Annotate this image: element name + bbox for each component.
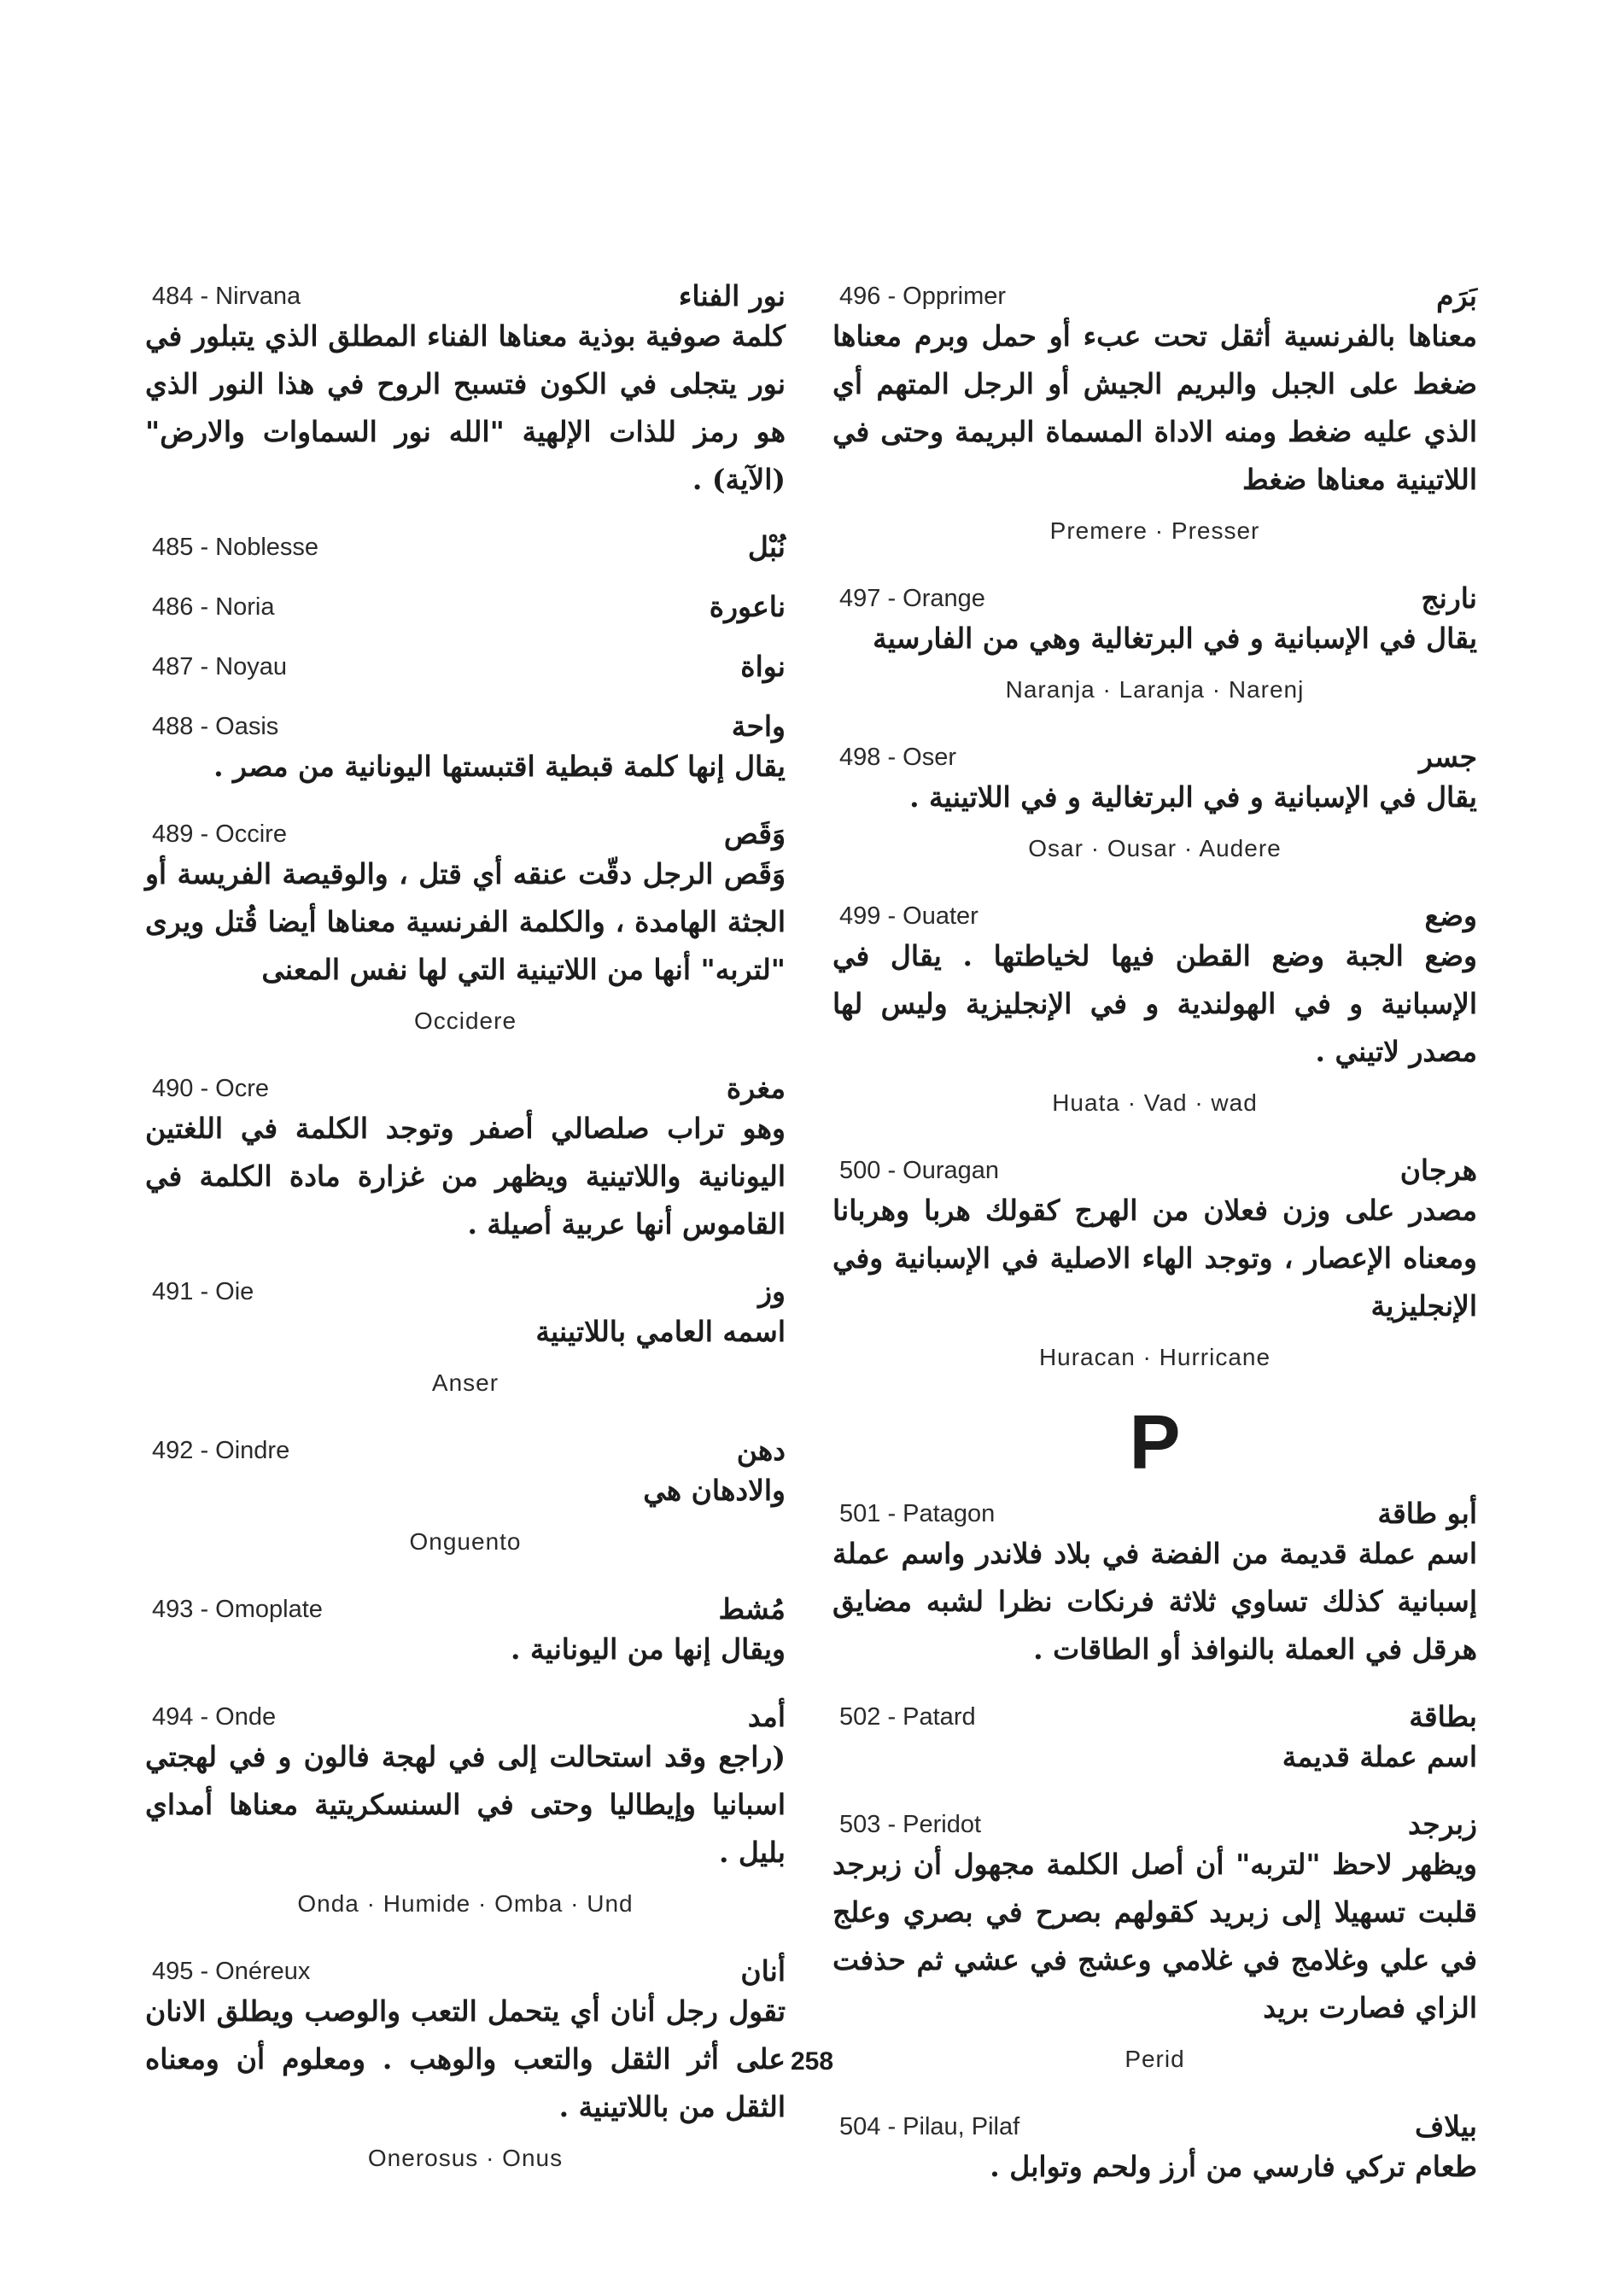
entry-latin-terms: Onerosus · Onus — [367, 2145, 564, 2171]
dictionary-entry — [145, 272, 786, 504]
entry-arabic-headword: زبرجد — [1407, 1807, 1477, 1841]
entry-term: 484 - Nirvana — [152, 283, 301, 310]
entry-term: 486 - Noria — [152, 593, 275, 621]
entry-body: وهو تراب صلصالي أصفر وتوجد الكلمة في اللغتين اليونانية واللاتينية ويظهر من غزارة مادة الكلمة في القاموس أنها عربية أصيلة . — [145, 1112, 786, 1241]
entry-latin-terms: Huata · Vad · wad — [1052, 1089, 1258, 1116]
entry-body: اسمه العامي باللاتينية — [535, 1315, 786, 1348]
dictionary-entry — [145, 1267, 786, 1407]
dictionary-entry — [832, 733, 1477, 873]
entry-term: 489 - Occire — [152, 820, 287, 848]
entry-arabic-headword: أمد — [747, 1700, 786, 1733]
entry-body: يقال في الإسبانية و في البرتغالية وهي من الفارسية — [873, 622, 1477, 655]
entry-term: 495 - Onéreux — [152, 1958, 311, 1985]
entry-arabic-headword: أبو طاقة — [1377, 1497, 1477, 1530]
entry-term: 494 - Onde — [152, 1703, 277, 1731]
dictionary-entry — [145, 1585, 786, 1673]
entry-body: ويظهر لاحظ "لتربه" أن أصل الكلمة مجهول أن زبرجد قلبت تسهيلا إلى زبريد كقولهم بصرح في بصري وعلج في علي وغلامج في غلامي وعشج في عشي ثم حذفت الزاي فصارت بريد — [832, 1848, 1477, 2024]
entry-term: 504 - Pilau, Pilaf — [839, 2113, 1020, 2140]
entry-body: وَقَص الرجل دقّت عنقه أي قتل ، والوقيصة الفريسة أو الجثة الهامدة ، والكلمة الفرنسية معناها أيضا قُتل ويرى "لتربه" أنها من اللاتينية التي لها نفس المعنى — [145, 857, 786, 986]
entry-term: 497 - Orange — [839, 585, 985, 612]
left-column — [145, 272, 786, 2201]
entry-arabic-headword: وز — [758, 1275, 786, 1308]
entry-arabic-headword: هرجان — [1399, 1153, 1477, 1187]
entry-body: يقال إنها كلمة قبطية اقتبستها اليونانية من مصر . — [213, 750, 786, 783]
entry-latin-terms: Naranja · Laranja · Narenj — [1005, 676, 1305, 703]
entry-latin-terms: Onda · Humide · Omba · Und — [297, 1890, 634, 1917]
dictionary-entry — [145, 582, 786, 623]
dictionary-entry — [145, 523, 786, 563]
right-column — [832, 272, 1477, 2210]
entry-arabic-headword: أنان — [740, 1954, 786, 1988]
dictionary-entry — [832, 272, 1477, 555]
entry-term: 490 - Ocre — [152, 1075, 269, 1102]
dictionary-entry — [145, 809, 786, 1045]
dictionary-entry — [145, 702, 786, 791]
entry-arabic-headword: بَرَم — [1436, 279, 1477, 312]
entry-latin-terms: Osar · Ousar · Audere — [1028, 835, 1282, 861]
entry-term: 488 - Oasis — [152, 713, 279, 740]
entry-latin-terms: Perid — [1125, 2046, 1185, 2072]
dictionary-entry — [832, 891, 1477, 1127]
entry-arabic-headword: وَقَص — [723, 817, 786, 850]
entry-latin-terms: Occidere — [413, 1007, 517, 1034]
entry-term: 502 - Patard — [839, 1703, 976, 1731]
dictionary-entry — [145, 642, 786, 683]
entry-arabic-headword: وضع — [1424, 899, 1477, 932]
dictionary-entry — [832, 1146, 1477, 1381]
page-number: 258 — [790, 2047, 834, 2076]
entry-term: 499 - Ouater — [839, 902, 978, 930]
dictionary-entry — [832, 2102, 1477, 2191]
entry-latin-terms: Onguento — [409, 1528, 522, 1555]
entry-term: 492 - Oindre — [152, 1437, 290, 1464]
entry-body: تقول رجل أنان أي يتحمل التعب والوصب ويطلق الانان على أثر الثقل والتعب والوهب . ومعلوم أن ومعناه الثقل من باللاتينية . — [145, 1994, 786, 2123]
entry-latin-terms: Premere · Presser — [1049, 517, 1260, 544]
entry-arabic-headword: بطاقة — [1409, 1700, 1477, 1733]
entry-arabic-headword: نواة — [740, 650, 786, 683]
entry-body: اسم عملة قديمة — [1282, 1740, 1477, 1773]
entry-arabic-headword: نُبْل — [747, 530, 786, 563]
entry-arabic-headword: بيلاف — [1414, 2110, 1477, 2143]
dictionary-entry — [832, 1692, 1477, 1781]
entry-arabic-headword: ناعورة — [709, 590, 786, 623]
entry-arabic-headword: مُشط — [718, 1592, 786, 1626]
dictionary-entry — [832, 1800, 1477, 2083]
entry-term: 496 - Opprimer — [839, 283, 1007, 310]
entry-body: طعام تركي فارسي من أرز ولحم وتوابل . — [990, 2150, 1477, 2183]
section-letter-heading: P — [1129, 1400, 1181, 1486]
entry-arabic-headword: دهن — [736, 1433, 786, 1467]
entry-arabic-headword: نارنج — [1421, 581, 1477, 615]
dictionary-entry — [145, 1692, 786, 1928]
dictionary-entry — [832, 574, 1477, 714]
dictionary-entry — [832, 1489, 1477, 1673]
entry-term: 501 - Patagon — [839, 1500, 996, 1527]
entry-body: معناها بالفرنسية أثقل تحت عبء أو حمل وبرم معناها ضغط على الجبل والبريم الجيش أو الرجل المتهم أي الذي عليه ضغط ومنه الاداة المسماة البريمة وحتى في اللاتينية معناها ضغط — [832, 319, 1477, 496]
entry-term: 498 - Oser — [839, 744, 956, 771]
entry-latin-terms: Huracan · Hurricane — [1038, 1344, 1271, 1370]
dictionary-entry — [145, 1064, 786, 1248]
entry-term: 485 - Noblesse — [152, 534, 319, 561]
entry-body: اسم عملة قديمة من الفضة في بلاد فلاندر واسم عملة إسبانية كذلك تساوي ثلاثة فرنكات نظرا لشبه مضايق هرقل في العملة بالنوافذ أو الطاقات . — [832, 1537, 1477, 1666]
entry-body: وضع الجبة وضع القطن فيها لخياطتها . يقال في الإسبانية و في الهولندية و في الإنجليزية وليس لها مصدر لاتيني . — [832, 939, 1477, 1068]
entry-body: يقال في الإسبانية و في البرتغالية و في اللاتينية . — [909, 780, 1477, 814]
entry-body: كلمة صوفية بوذية معناها الفناء المطلق الذي يتبلور في نور يتجلى في الكون فتسبح الروح في هذا النور الذي هو رمز للذات الإلهية "الله نور السماوات والارض"(الآية) . — [145, 319, 786, 496]
entry-body: ويقال إنها من اليونانية . — [510, 1632, 786, 1666]
entry-term: 491 - Oie — [152, 1278, 254, 1305]
entry-arabic-headword: نور الفناء — [678, 279, 786, 312]
entry-latin-terms: Anser — [431, 1369, 499, 1396]
entry-term: 500 - Ouragan — [839, 1157, 1000, 1184]
entry-body: والادهان هي — [643, 1474, 786, 1507]
entry-term: 487 - Noyau — [152, 653, 287, 680]
entry-body: مصدر على وزن فعلان من الهرج كقولك هربا وهربانا ومعناه الإعصار ، وتوجد الهاء الاصلية في الإسبانية وفي الإنجليزية — [832, 1194, 1477, 1323]
entry-term: 493 - Omoplate — [152, 1596, 323, 1623]
dictionary-entry — [145, 1426, 786, 1566]
entry-arabic-headword: جسر — [1418, 740, 1477, 774]
entry-arabic-headword: واحة — [731, 709, 786, 743]
entry-term: 503 - Peridot — [839, 1811, 982, 1838]
entry-arabic-headword: مغرة — [726, 1071, 786, 1105]
entry-body: (راجع وقد استحالت إلى في لهجة فالون و في لهجتي اسبانيا وإيطاليا وحتى في السنسكريتية معناها أمداي بليل . — [145, 1740, 786, 1869]
